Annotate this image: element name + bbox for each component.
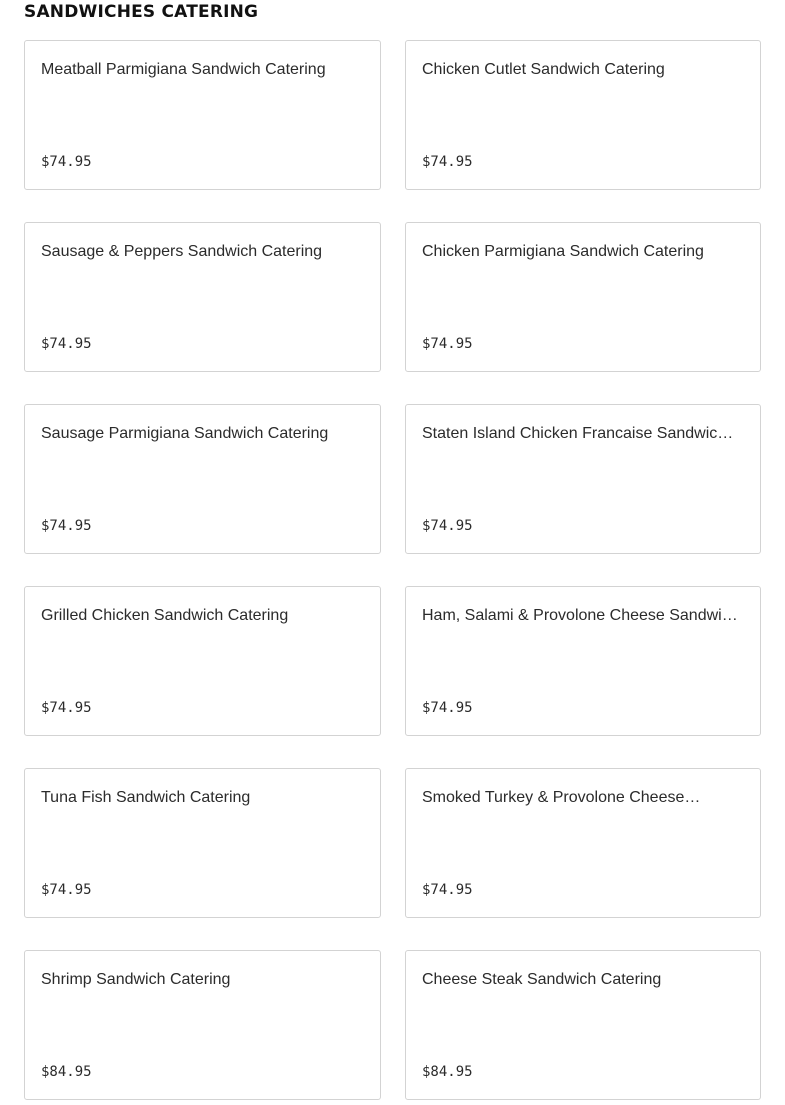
- menu-item-price: $74.95: [422, 154, 473, 170]
- menu-item-card[interactable]: [405, 768, 761, 918]
- menu-item-price: $74.95: [422, 700, 473, 716]
- menu-item-card[interactable]: [405, 950, 761, 1100]
- menu-item-price: $74.95: [41, 518, 92, 534]
- menu-item-name: Ham, Salami & Provolone Cheese Sandwi…: [422, 607, 738, 624]
- menu-item-name: Tuna Fish Sandwich Catering: [41, 789, 251, 806]
- menu-item-card[interactable]: [24, 768, 381, 918]
- menu-item-name: Cheese Steak Sandwich Catering: [422, 971, 662, 988]
- menu-item-name: Sausage Parmigiana Sandwich Catering: [41, 425, 329, 442]
- menu-item-card[interactable]: [24, 950, 381, 1100]
- menu-item-card[interactable]: [405, 586, 761, 736]
- menu-item-price: $84.95: [422, 1064, 473, 1080]
- menu-item-name: Meatball Parmigiana Sandwich Catering: [41, 61, 326, 78]
- menu-item-card[interactable]: [405, 222, 761, 372]
- menu-item-name: Shrimp Sandwich Catering: [41, 971, 231, 988]
- menu-item-price: $74.95: [41, 336, 92, 352]
- menu-item-price: $74.95: [41, 700, 92, 716]
- menu-item-name: Chicken Cutlet Sandwich Catering: [422, 61, 665, 78]
- menu-item-price: $74.95: [422, 336, 473, 352]
- menu-item-name: Sausage & Peppers Sandwich Catering: [41, 243, 323, 260]
- menu-item-name: Staten Island Chicken Francaise Sandwic…: [422, 425, 734, 442]
- menu-item-card[interactable]: [405, 40, 761, 190]
- menu-item-card[interactable]: [24, 404, 381, 554]
- menu-item-card[interactable]: [24, 586, 381, 736]
- menu-item-price: $74.95: [422, 882, 473, 898]
- menu-item-price: $84.95: [41, 1064, 92, 1080]
- menu-item-card[interactable]: [24, 222, 381, 372]
- menu-item-price: $74.95: [422, 518, 473, 534]
- menu-item-name: Smoked Turkey & Provolone Cheese…: [422, 789, 701, 806]
- section-title: SANDWICHES CATERING: [24, 2, 259, 22]
- menu-item-card[interactable]: [405, 404, 761, 554]
- menu-item-price: $74.95: [41, 154, 92, 170]
- menu-item-grid: [24, 40, 761, 1100]
- menu-item-card[interactable]: [24, 40, 381, 190]
- menu-item-price: $74.95: [41, 882, 92, 898]
- menu-item-name: Grilled Chicken Sandwich Catering: [41, 607, 289, 624]
- menu-item-name: Chicken Parmigiana Sandwich Catering: [422, 243, 704, 260]
